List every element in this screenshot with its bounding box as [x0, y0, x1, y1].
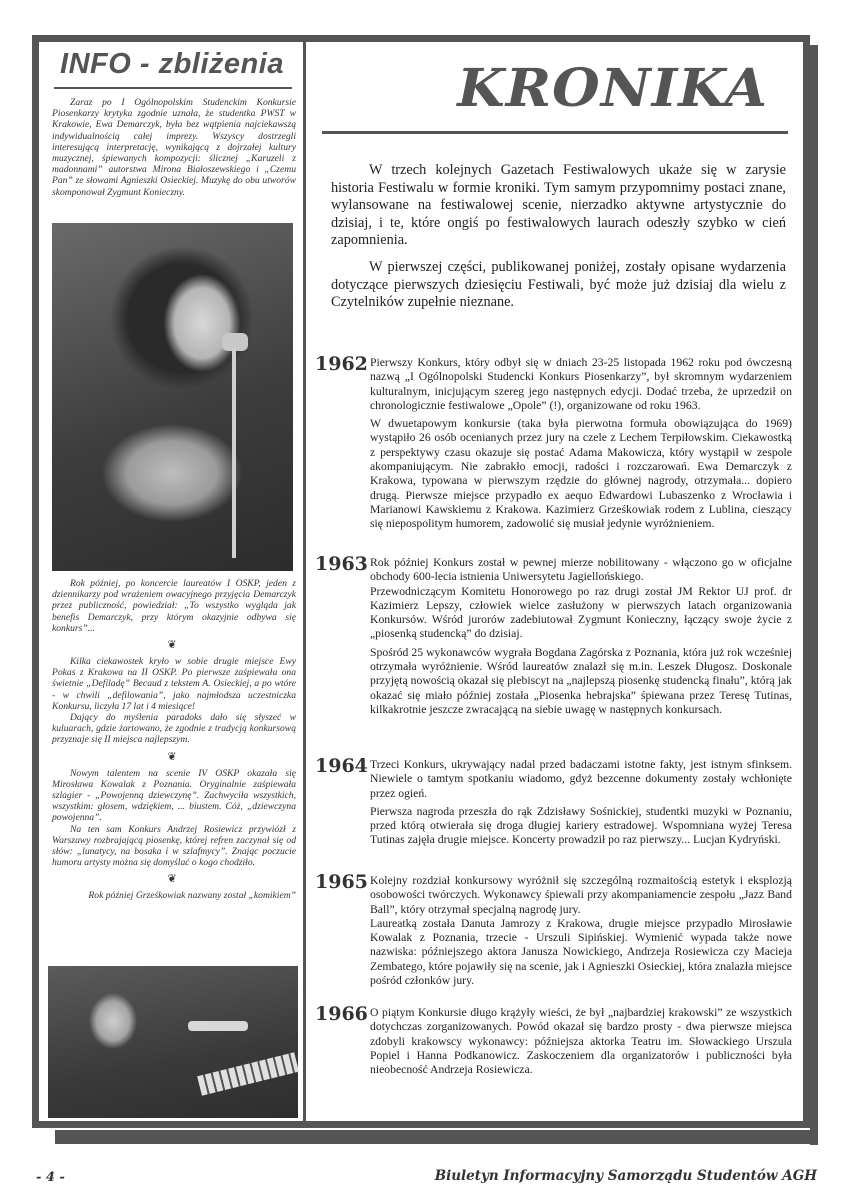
entry-paragraph: Rok później Konkurs został w pewnej mierze nobilitowany - włączono go w oficjalne obchody 600-lecia istnienia Uniwersytetu Jagiellońskiego.	[370, 556, 792, 584]
intro-paragraph: W trzech kolejnych Gazetach Festiwalowych ukaże się w zarysie historia Festiwalu w formie kroniki. Tym samym przypomnimy postaci znane, wylansowane na festiwalowej scenie, nierzadko aktywne artystycznie do dzisiaj, i te, które ongiś po festiwalowych laurach odeszły szybko w cień zapomnienia.	[331, 162, 786, 249]
entry-body	[370, 1006, 792, 1077]
entry-body	[370, 556, 792, 717]
ornament-icon: ❦	[167, 750, 177, 763]
intro-paragraph: W pierwszej części, publikowanej poniżej, zostały opisane wydarzenia dotyczące pierwszych dziesięciu Festiwali, być może już dzisiaj dla wielu z Czytelników zupełnie nieznane.	[331, 258, 786, 311]
chronicle-entry-1965	[315, 871, 792, 992]
photo-singer	[52, 223, 293, 571]
anecdote-paragraph: Rok później Grześkowiak nazwany został „komikiem”	[88, 890, 296, 902]
entry-year: 1964	[315, 755, 368, 777]
piano-keys	[197, 1052, 299, 1096]
chronicle-entry-1964	[315, 755, 792, 852]
chronicle-entry-1962	[315, 353, 792, 536]
entry-body	[370, 356, 792, 532]
entry-year: 1962	[315, 353, 368, 375]
entry-paragraph: Spośród 25 wykonawców wygrała Bogdana Zagórska z Poznania, która już rok wcześniej otrzymała wyróżnienie. Wśród laureatów znalazł się m.in. Leszek Długosz. Doskonale przyjętą nowością okazał się plebiscyt na „najlepszą piosenkę studencką finału”, którą jak okazać się miało później została „Piosenka hebrajska” śpiewana przez Teresę Tutinas, kilkakrotnie jeszcze zwracającą na siebie uwagę w następnych konkursach.	[370, 645, 792, 716]
left-column	[48, 42, 296, 198]
entry-paragraph: Pierwsza nagroda przeszła do rąk Zdzisławy Sośnickiej, studentki muzyki w Poznaniu, przed którą otwierała się droga długiej kariery estradowej. Wspomniana wyżej Teresa Tutinas zajęła drugie miejsce. Koncerty prowadził po raz pierwszy... Lucjan Kydryński.	[370, 804, 792, 847]
info-intro: Zaraz po I Ogólnopolskim Studenckim Konkursie Piosenkarzy krytyka zgodnie uznała, że studentka PWST w Krakowie, Ewa Demarczyk, była bez wątpienia najciekawszą indywidualnością całej imprezy. Wszyscy dostrzegli interesującą interpretację, wynikającą z dojrzałej kultury muzycznej, śpiewanych kompozycji: ślicznej „Karuzeli z madonnami” autorstwa Mirona Białoszewskiego i „Czemu Pan” ze słowami Agnieszki Osieckiej. Muzykę do obu utworów skomponował Zygmunt Konieczny.	[52, 97, 296, 198]
chronicle-entry-1963	[315, 553, 792, 721]
entry-paragraph: O piątym Konkursie długo krążyły wieści, że był „najbardziej krakowski” ze wszystkich dotychczas zorganizowanych. Powód okazał się bardzo prosty - dwa pierwsze miejsca zdobyli krakowscy wykonawcy: późniejsza aktorka Teatru im. Słowackiego Urszula Popiel i Hanna Podkanowicz. Zaskoczeniem dla organizatorów i publiczności była nieobecność Andrzeja Rosiewicza.	[370, 1006, 792, 1077]
frame-shadow-right	[810, 45, 818, 1145]
ornament-icon: ❦	[167, 873, 177, 886]
entry-paragraph: Przewodniczącym Komitetu Honorowego po raz drugi został JM Rektor UJ prof. dr Kazimierz Lepszy, człowiek wielce zasłużony w pierwszych latach organizowania Konkursów. Wśród jurorów zadebiutował Zygmunt Konieczny, łączący swoje życie z „piosenką studencką” do dzisiaj.	[370, 584, 792, 641]
ornament-icon: ❦	[167, 639, 177, 652]
page-number: - 4 -	[36, 1170, 65, 1185]
anecdote-paragraph: Rok później, po koncercie laureatów I OSKP, jeden z dziennikarzy pod wrażeniem owacyjnego przyjęcia Demarczyk przez publiczność, powiedział: „To wszystko wygląda jak benefis Demarczyk, przy którym okazyjnie odbywa się konkurs”...	[52, 578, 296, 634]
anecdote-paragraph: Dający do myślenia paradoks dało się słyszeć w kuluarach, gdzie żartowano, że zgodnie z tradycją konkursową przyznaje się II miejsca najlepszym.	[52, 712, 296, 746]
entry-paragraph: Trzeci Konkurs, ukrywający nadal przed badaczami istotne fakty, jest istnym sfinksem. Niewiele o tamtym spotkaniu wiadomo, gdyż bezcenne dokumenty zostały wchłonięte przez ogień.	[370, 758, 792, 800]
anecdote-paragraph: Nowym talentem na scenie IV OSKP okazała się Mirosława Kowalak z Poznania. Oryginalnie zaśpiewała szlagier - „Powojenną dziewczynę”. Zachwyciła wszystkich, wszystkim: głosem, wdziękiem, ... biustem. Cóż, „dziewczyna powojenna”.	[52, 767, 296, 824]
entry-year: 1965	[315, 871, 368, 893]
chronicle-entry-1966	[315, 1003, 792, 1081]
microphone	[188, 1021, 248, 1031]
frame-shadow-bottom	[55, 1130, 818, 1144]
anecdote-paragraph: Kilka ciekawostek kryło w sobie drugie miejsce Ewy Pokas z Krakowa na II OSKP. Po pierwsze zaśpiewała ona świetnie „Defiladę” Becaud z tekstem A. Osieckiej, a po wtóre - w chwili „defilowania”, jako najmłodsza uczestniczka Konkursu, liczyła 17 lat i 4 miesiące!	[52, 656, 296, 712]
photo-pianist	[48, 966, 298, 1118]
entry-paragraph: Laureatką została Danuta Jamrozy z Krakowa, drugie miejsce przypadło Mirosławie Kowalak z Poznania, trzecie - Urszuli Sipińskiej. Wymienić wypada także nowe nazwiska: późniejszego aktora Janusza Nowickiego, Andrzeja Rosiewicza czy Macieja Zembatego, które pojawiły się na scenie, jak i Agnieszki Osieckiej, która znalazła miejsce pośród członków jury.	[370, 916, 792, 988]
info-title-rule	[54, 87, 292, 89]
publication-title: Biuletyn Informacyjny Samorządu Studentów AGH	[434, 1168, 817, 1184]
entry-paragraph: Pierwszy Konkurs, który odbył się w dniach 23-25 listopada 1962 roku pod ówczesną nazwą „I Ogólnopolski Studencki Konkurs Piosenkarzy”, był skromnym wydarzeniem kulturalnym, inicjującym szereg jego następnych edycji. Dodać trzeba, że uprzedził on chronologicznie festiwalowe „Opole” (!), organizowane od roku 1963.	[370, 356, 792, 412]
entry-year: 1966	[315, 1003, 368, 1025]
column-divider	[303, 42, 306, 1127]
anecdote-paragraph: Na ten sam Konkurs Andrzej Rosiewicz przywiózł z Warszawy rozbrajającą piosenkę, której refren zaczynał się od słów: „lunatycy, na bosaka i w szlafmycy”. Znając poczucie humoru artysty można się domyślać o kogo chodziło.	[52, 823, 296, 869]
entry-year: 1963	[315, 553, 368, 575]
microphone-stand	[232, 348, 236, 558]
kronika-title-rule	[322, 131, 788, 134]
entry-paragraph: Kolejny rozdział konkursowy wyróżnił się szczególną rozmaitością estetyk i eksplozją osobowości twórczych. Wykonawcy śpiewali przy akompaniamencie zespołu „Jazz Band Ball”, który otrzymał specjalną nagrodę jury.	[370, 874, 792, 916]
left-column-anecdotes	[48, 578, 296, 902]
entry-body	[370, 874, 792, 988]
kronika-title: KRONIKA	[457, 58, 768, 119]
info-title: INFO - zbliżenia	[60, 48, 284, 80]
kronika-intro	[331, 162, 786, 321]
entry-paragraph: W dwuetapowym konkursie (taka była pierwotna formuła obowiązująca do 1969) wystąpiło 26 osób ocenianych przez jury na czele z Lechem Terpiłowskim. Ciekawostką z perspektywy czasu okazuje się postać Adama Makowicza, który wystąpił w zespole akompaniującym. Nie zabrakło emocji, radości i rozczarowań. Ewa Demarczyk z Krakowa, typowana w pierwszym rzędzie do głównej nagrody, otrzymała... dopiero drugą. Pierwsze miejsce przypadło ex aequo Edwardowi Lubaszenko z Wrocławia i Marianowi Kawskiemu z Krakowa. Kazimierz Grześkowiak rodem z Lublina, cieszący się niepospolitym humorem, zadowolić się musiał jedynie wyróżnieniem.	[370, 417, 792, 531]
entry-body	[370, 758, 792, 848]
